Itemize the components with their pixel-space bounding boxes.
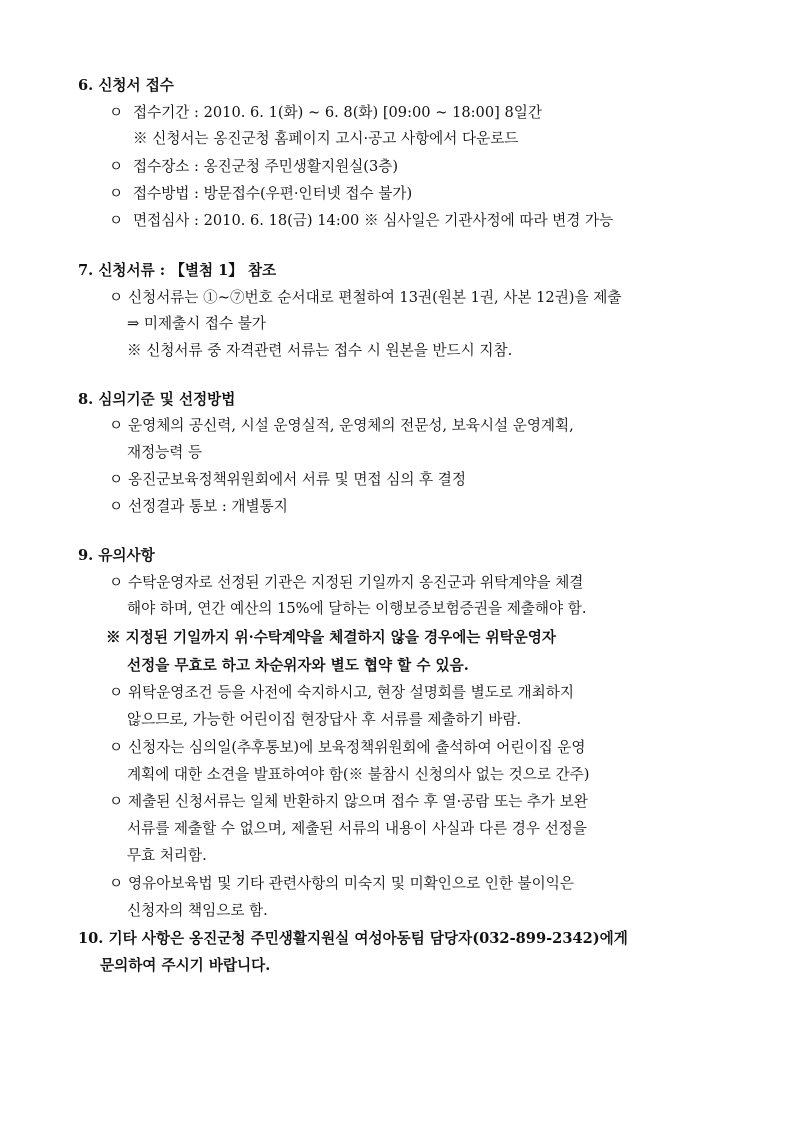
section-9-continuation: 계획에 대한 소견을 발표하여야 함(※ 불참시 신청의사 없는 것으로 간주) [127, 766, 590, 783]
item-text: 옹진군보육정책위원회에서 서류 및 면접 심의 후 결정 [128, 471, 466, 488]
section-10-line: 문의하여 주시기 바랍니다. [100, 957, 271, 974]
section-8-heading: 8. 심의기준 및 선정방법 [78, 391, 236, 408]
section-7-note: ⇒ 미제출시 접수 불가 [127, 315, 266, 332]
section-9-continuation: 서류를 제출할 수 없으며, 제출된 서류의 내용이 사실과 다른 경우 선정을 [127, 820, 587, 837]
item-text: 제출된 신청서류는 일체 반환하지 않으며 접수 후 열·공람 또는 추가 보완 [128, 793, 588, 810]
bullet-circle: ㅇ [108, 417, 124, 434]
bullet-circle: ㅇ [108, 212, 124, 229]
item-text: 신청자는 심의일(추후통보)에 보육정책위원회에 출석하여 어린이집 운영 [128, 739, 586, 756]
section-9-heading: 9. 유의사항 [78, 547, 155, 564]
item-text: 수탁운영자로 선정된 기관은 지정된 기일까지 옹진군과 위탁계약을 체결 [128, 574, 584, 591]
bullet-circle: ㅇ [108, 289, 124, 306]
section-9-continuation: 해야 하며, 연간 예산의 15%에 달하는 이행보증보험증권을 제출해야 함. [127, 600, 587, 617]
item-text: 신청서류는 ①~⑦번호 순서대로 편철하여 13권(원본 1권, 사본 12권)을 제출 [128, 289, 622, 306]
bullet-circle: ㅇ [108, 574, 124, 591]
section-6-note: ※ 신청서는 옹진군청 홈페이지 고시·공고 사항에서 다운로드 [133, 130, 519, 147]
item-text: 운영체의 공신력, 시설 운영실적, 운영체의 전문성, 보육시설 운영계획, [128, 417, 574, 434]
bullet-circle: ㅇ [108, 793, 124, 810]
bullet-circle: ㅇ [108, 104, 124, 121]
bullet-circle: ㅇ [108, 684, 124, 701]
bullet-circle: ㅇ [108, 158, 124, 175]
bullet-circle: ㅇ [108, 875, 124, 892]
bullet-circle: ㅇ [108, 185, 124, 202]
section-9-warning-continuation: 선정을 무효로 하고 차순위자와 별도 협약 할 수 있음. [127, 657, 469, 674]
section-9-continuation: 무효 처리함. [127, 847, 207, 864]
section-9-continuation: 않으므로, 가능한 어린이집 현장답사 후 서류를 제출하기 바람. [127, 711, 522, 728]
item-text: 선정결과 통보 : 개별통지 [128, 498, 288, 515]
bullet-circle: ㅇ [108, 471, 124, 488]
section-6-heading: 6. 신청서 접수 [78, 77, 174, 94]
item-text: 면접심사 : 2010. 6. 18(금) 14:00 ※ 심사일은 기관사정에 따라 변경 가능 [133, 212, 614, 229]
section-9-continuation: 신청자의 책임으로 함. [127, 902, 268, 919]
section-7-heading: 7. 신청서류 : 【별첨 1】 참조 [78, 262, 277, 279]
section-10-line: 10. 기타 사항은 옹진군청 주민생활지원실 여성아동팀 담당자(032-899-2342)에게 [78, 930, 628, 947]
section-8-continuation: 재정능력 등 [127, 444, 203, 461]
item-text: 접수방법 : 방문접수(우편·인터넷 접수 불가) [133, 185, 413, 202]
bullet-circle: ㅇ [108, 739, 124, 756]
section-9-warning: ※ 지정된 기일까지 위·수탁계약을 체결하지 않을 경우에는 위탁운영자 [106, 629, 556, 646]
item-text: 접수장소 : 옹진군청 주민생활지원실(3층) [133, 158, 399, 175]
bullet-circle: ㅇ [108, 498, 124, 515]
item-text: 접수기간 : 2010. 6. 1(화) ~ 6. 8(화) [09:00 ~ 18:00] 8일간 [133, 104, 542, 121]
item-text: 영유아보육법 및 기타 관련사항의 미숙지 및 미확인으로 인한 불이익은 [128, 875, 574, 892]
section-7-note: ※ 신청서류 중 자격관련 서류는 접수 시 원본을 반드시 지참. [127, 342, 513, 359]
item-text: 위탁운영조건 등을 사전에 숙지하시고, 현장 설명회를 별도로 개최하지 [128, 684, 574, 701]
